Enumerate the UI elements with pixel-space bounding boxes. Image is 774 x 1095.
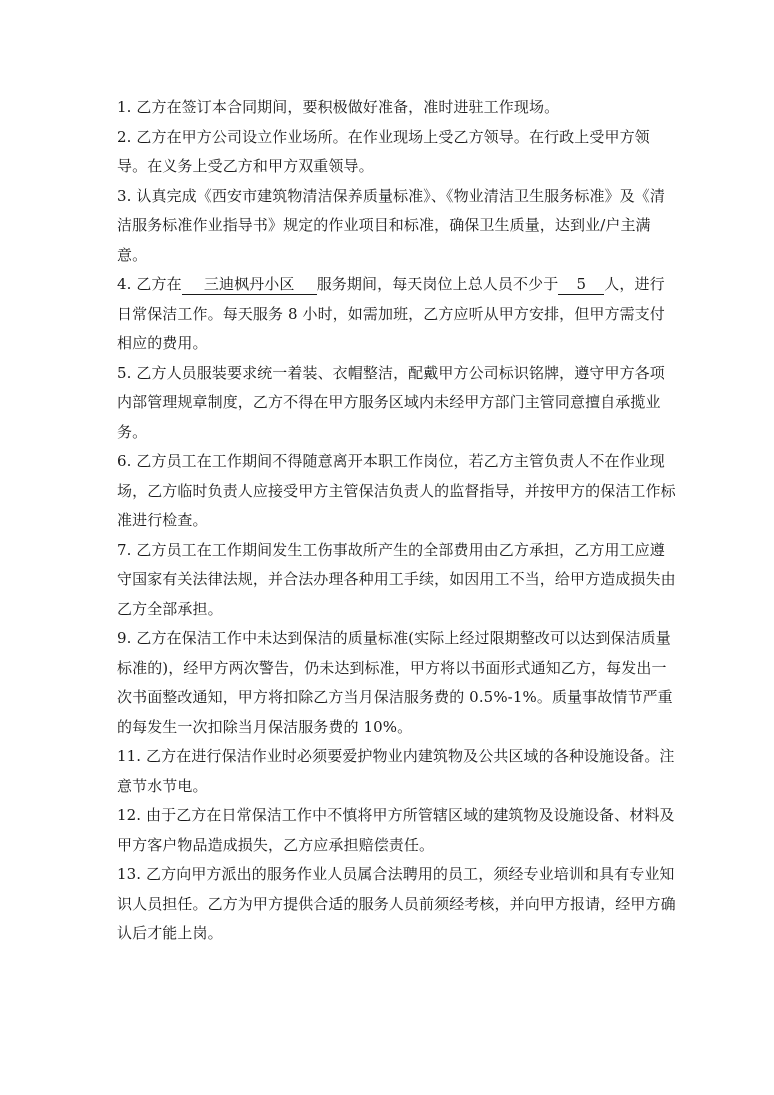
clause-7: 7. 乙方员工在工作期间发生工伤事故所产生的全部费用由乙方承担，乙方用工应遵守国家有关法律法规，并合法办理各种用工手续，如因用工不当，给甲方造成损失由乙方全部承担。 (117, 540, 676, 618)
staff-count-field: 5 (558, 275, 604, 295)
clause-3: 3. 认真完成《西安市建筑物清洁保养质量标准》、《物业清洁卫生服务标准》及《清洁服务标准作业指导书》规定的作业项目和标准，确保卫生质量，达到业/户主满意。 (117, 186, 665, 264)
clause-2: 2. 乙方在甲方公司设立作业场所。在作业现场上受乙方领导。在行政上受甲方领导。在义务上受乙方和甲方双重领导。 (117, 127, 650, 175)
clause-4 (117, 270, 677, 359)
clause-1: 1. 乙方在签订本合同期间，要积极做好准备，准时进驻工作现场。 (117, 98, 560, 116)
clause-6: 6. 乙方员工在工作期间不得随意离开本职工作岗位，若乙方主管负责人不在作业现场，乙方临时负责人应接受甲方主管保洁负责人的监督指导，并按甲方的保洁工作标准进行检查。 (117, 452, 676, 529)
clause-11: 11. 乙方在进行保洁作业时必须要爱护物业内建筑物及公共区域的各种设施设备。注意节水节电。 (117, 747, 675, 795)
clause-12: 12. 由于乙方在日常保洁工作中不慎将甲方所管辖区域的建筑物及设施设备、材料及甲方客户物品造成损失，乙方应承担赔偿责任。 (117, 806, 675, 854)
service-location-field: 三迪枫丹小区 (182, 275, 317, 295)
clause-4-prefix: 4. 乙方在 (117, 275, 182, 293)
clause-13: 13. 乙方向甲方派出的服务作业人员属合法聘用的员工，须经专业培训和具有专业知识人员担任。乙方为甲方提供合适的服务人员前须经考核，并向甲方报请，经甲方确认后才能上岗。 (117, 865, 676, 942)
clause-4-suffix: 人，进行日常保洁工作。每天服务 8 小时，如需加班，乙方应听从甲方安排，但甲方需支付相应的费用。 (117, 275, 665, 352)
clause-9: 9. 乙方在保洁工作中未达到保洁的质量标准(实际上经过限期整改可以达到保洁质量标准的)，经甲方两次警告，仍未达到标准，甲方将以书面形式通知乙方，每发出一次书面整改通知，甲方将扣除乙方当月保洁服务费的 0.5%-1%。质量事故情节严重的每发生一次扣除当月保洁服务费的 10%。 (117, 629, 673, 736)
clause-5: 5. 乙方人员服装要求统一着装、衣帽整洁，配戴甲方公司标识铭牌，遵守甲方各项内部管理规章制度，乙方不得在甲方服务区域内未经甲方部门主管同意擅自承揽业务。 (117, 363, 665, 441)
contract-clauses (117, 93, 677, 949)
clause-4-middle: 服务期间，每天岗位上总人员不少于 (316, 275, 559, 293)
